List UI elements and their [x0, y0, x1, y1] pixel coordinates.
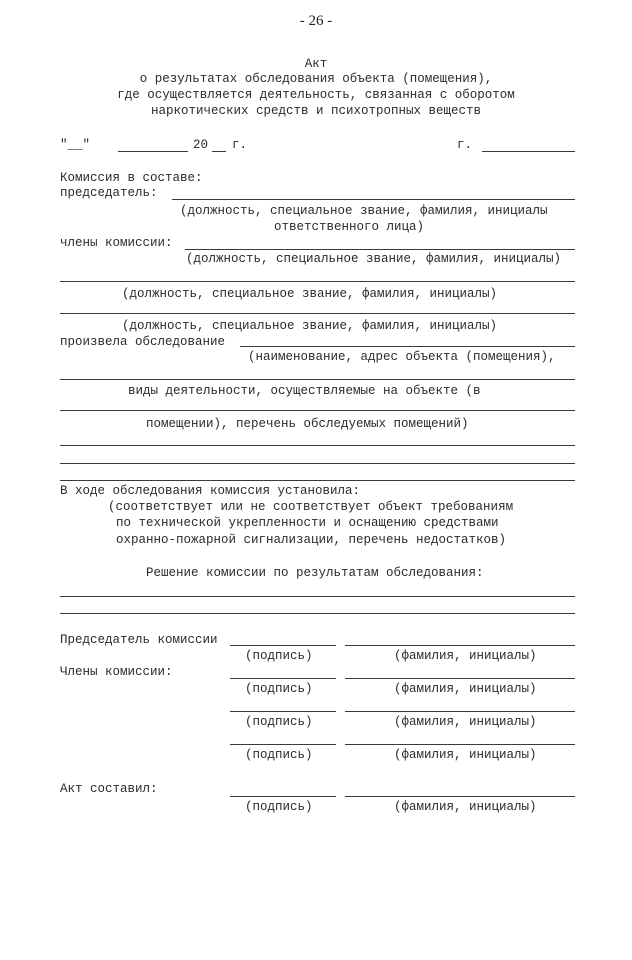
inspection-label: произвела обследование: [60, 335, 226, 349]
date-year-suffix: г.: [232, 138, 248, 152]
member-field-2[interactable]: [60, 281, 575, 282]
findings-hint-2: по технической укрепленности и оснащению средствами: [116, 516, 499, 530]
member-hint-1: (должность, специальное звание, фамилия, инициалы): [186, 252, 562, 266]
decision-field-2[interactable]: [60, 613, 575, 614]
members-label: члены комиссии:: [60, 236, 173, 250]
member-1-signature-field[interactable]: [230, 678, 336, 679]
member-field-3[interactable]: [60, 313, 575, 314]
member-1-name-hint: (фамилия, инициалы): [394, 682, 537, 696]
inspection-extra-line-3[interactable]: [60, 480, 575, 481]
chairman-name-hint: (фамилия, инициалы): [394, 649, 537, 663]
member-2-name-field[interactable]: [345, 711, 575, 712]
city-label: г.: [457, 138, 473, 152]
member-1-signature-hint: (подпись): [245, 682, 313, 696]
compiler-name-hint: (фамилия, инициалы): [394, 800, 537, 814]
inspection-field-1[interactable]: [240, 346, 575, 347]
chairman-signature-label: Председатель комиссии: [60, 633, 218, 647]
member-2-signature-field[interactable]: [230, 711, 336, 712]
findings-label: В ходе обследования комиссия установила:: [60, 484, 361, 498]
chairman-hint-line-1: (должность, специальное звание, фамилия, инициалы: [180, 204, 548, 218]
member-hint-3: (должность, специальное звание, фамилия, инициалы): [122, 319, 498, 333]
findings-hint-1: (соответствует или не соответствует объект требованиям: [108, 500, 514, 514]
chairman-signature-field[interactable]: [230, 645, 336, 646]
page-number: - 26 -: [299, 13, 333, 29]
member-field-1[interactable]: [185, 249, 575, 250]
member-3-signature-hint: (подпись): [245, 748, 313, 762]
member-3-name-hint: (фамилия, инициалы): [394, 748, 537, 762]
inspection-hint-2: виды деятельности, осуществляемые на объекте (в: [128, 384, 481, 398]
date-year-prefix: 20: [193, 138, 209, 152]
compiler-signature-hint: (подпись): [245, 800, 313, 814]
date-month-field[interactable]: [118, 151, 188, 152]
inspection-hint-1: (наименование, адрес объекта (помещения),: [248, 350, 556, 364]
document-subtitle-line-2: где осуществляется деятельность, связанная с оборотом: [117, 88, 515, 102]
compiled-by-label: Акт составил:: [60, 782, 158, 796]
inspection-field-3[interactable]: [60, 410, 575, 411]
member-2-name-hint: (фамилия, инициалы): [394, 715, 537, 729]
compiler-name-field[interactable]: [345, 796, 575, 797]
inspection-extra-line-1[interactable]: [60, 445, 575, 446]
inspection-extra-line-2[interactable]: [60, 463, 575, 464]
chairman-field[interactable]: [172, 199, 575, 200]
member-3-name-field[interactable]: [345, 744, 575, 745]
inspection-field-2[interactable]: [60, 379, 575, 380]
members-signature-label: Члены комиссии:: [60, 665, 173, 679]
commission-heading: Комиссия в составе:: [60, 171, 203, 185]
document-title: Акт: [304, 57, 328, 71]
decision-field-1[interactable]: [60, 596, 575, 597]
member-3-signature-field[interactable]: [230, 744, 336, 745]
member-1-name-field[interactable]: [345, 678, 575, 679]
chairman-signature-hint: (подпись): [245, 649, 313, 663]
inspection-hint-3: помещении), перечень обследуемых помещений): [146, 417, 469, 431]
document-subtitle-line-1: о результатах обследования объекта (помещения),: [139, 72, 493, 86]
chairman-hint-line-2: ответственного лица): [274, 220, 425, 234]
chairman-label: председатель:: [60, 186, 158, 200]
city-field[interactable]: [482, 151, 575, 152]
document-subtitle-line-3: наркотических средств и психотропных веществ: [150, 104, 482, 118]
member-2-signature-hint: (подпись): [245, 715, 313, 729]
date-day-field: "__": [60, 138, 91, 152]
findings-hint-3: охранно-пожарной сигнализации, перечень недостатков): [116, 533, 507, 547]
chairman-name-field[interactable]: [345, 645, 575, 646]
compiler-signature-field[interactable]: [230, 796, 336, 797]
decision-label: Решение комиссии по результатам обследования:: [146, 566, 484, 580]
member-hint-2: (должность, специальное звание, фамилия, инициалы): [122, 287, 498, 301]
date-year-field[interactable]: [212, 151, 226, 152]
